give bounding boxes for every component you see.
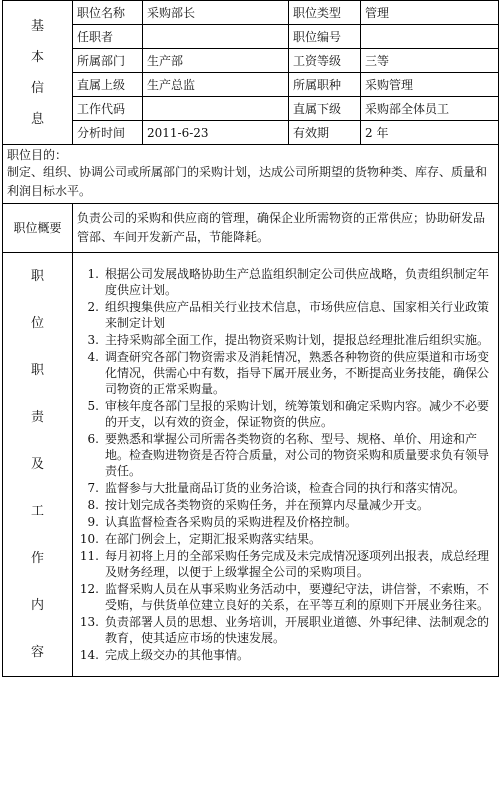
duty-text: 认真监督检查各采购员的采购进程及价格控制。 bbox=[105, 515, 358, 529]
side-char: 信 bbox=[30, 80, 44, 96]
field-label: 职位类型 bbox=[289, 1, 361, 25]
duties-side-label bbox=[3, 253, 73, 677]
field-label: 有效期 bbox=[289, 121, 361, 145]
side-char: 息 bbox=[30, 111, 44, 127]
duty-number: 6. bbox=[87, 432, 99, 446]
side-char: 工 bbox=[30, 504, 44, 519]
list-item bbox=[77, 548, 494, 580]
basic-info-side-label bbox=[3, 1, 73, 145]
duty-number: 11. bbox=[79, 549, 99, 563]
side-char: 职 bbox=[30, 269, 44, 284]
duty-text: 要熟悉和掌握公司所需各类物资的名称、型号、规格、单价、用途和产地。检查购进物资是否符合质量，对公司的物资采购和质量要求负有领导责任。 bbox=[105, 432, 490, 478]
duties-list bbox=[77, 266, 494, 663]
purpose-cell bbox=[3, 145, 499, 204]
duty-text: 根据公司发展战略协助生产总监组织制定公司供应战略，负责组织制定年度供应计划。 bbox=[105, 267, 490, 297]
field-label: 分析时间 bbox=[73, 121, 143, 145]
field-label: 所属职种 bbox=[289, 73, 361, 97]
field-value: 采购部全体员工 bbox=[361, 97, 499, 121]
side-char: 本 bbox=[30, 49, 44, 65]
job-description-table bbox=[2, 0, 499, 677]
field-value: 2 年 bbox=[361, 121, 499, 145]
list-item bbox=[77, 497, 494, 513]
summary-label: 职位概要 bbox=[3, 204, 73, 253]
list-item bbox=[77, 266, 494, 298]
side-char: 内 bbox=[30, 598, 44, 613]
duty-text: 监督采购人员在从事采购业务活动中，要遵纪守法，讲信誉，不索贿，不受贿，与供货单位建立良好的关系，在平等互利的原则下开展业务往来。 bbox=[105, 582, 490, 612]
purpose-label: 职位目的： bbox=[7, 148, 68, 162]
list-item bbox=[77, 480, 494, 496]
list-item bbox=[77, 299, 494, 331]
duty-number: 10. bbox=[79, 532, 99, 546]
duty-text: 在部门例会上，定期汇报采购落实结果。 bbox=[105, 532, 322, 546]
duty-text: 监督参与大批量商品订货的业务洽谈，检查合同的执行和落实情况。 bbox=[105, 481, 466, 495]
side-char: 容 bbox=[30, 645, 44, 660]
field-label: 工作代码 bbox=[73, 97, 143, 121]
duty-number: 8. bbox=[87, 498, 99, 512]
duty-number: 3. bbox=[87, 333, 99, 347]
duty-number: 12. bbox=[79, 582, 99, 596]
purpose-text: 制定、组织、协调公司或所属部门的采购计划，达成公司所期望的货物种类、库存、质量和利润目标水平。 bbox=[7, 165, 488, 198]
duty-text: 主持采购部全面工作，提出物资采购计划，提报总经理批准后组织实施。 bbox=[105, 333, 490, 347]
field-label: 工资等级 bbox=[289, 49, 361, 73]
field-label: 直属上级 bbox=[73, 73, 143, 97]
duty-number: 1. bbox=[87, 267, 99, 281]
list-item bbox=[77, 431, 494, 479]
field-label: 直属下级 bbox=[289, 97, 361, 121]
field-value: 2011-6-23 bbox=[143, 121, 289, 145]
duty-number: 7. bbox=[87, 481, 99, 495]
side-char: 作 bbox=[30, 551, 44, 566]
duty-number: 9. bbox=[87, 515, 99, 529]
duty-number: 5. bbox=[87, 399, 99, 413]
list-item bbox=[77, 332, 494, 348]
field-value: 三等 bbox=[361, 49, 499, 73]
field-value: 采购部长 bbox=[143, 1, 289, 25]
duty-number: 13. bbox=[79, 615, 99, 629]
list-item bbox=[77, 581, 494, 613]
duty-number: 14. bbox=[79, 648, 99, 662]
list-item bbox=[77, 398, 494, 430]
duty-number: 4. bbox=[87, 350, 99, 364]
duty-text: 按计划完成各类物资的采购任务，并在预算内尽量减少开支。 bbox=[105, 498, 430, 512]
list-item bbox=[77, 647, 494, 663]
duty-text: 调查研究各部门物资需求及消耗情况，熟悉各种物资的供应渠道和市场变化情况，供需心中有数，指导下属开展业务，不断提高业务技能，确保公司物资的正常采购量。 bbox=[105, 350, 490, 396]
field-value bbox=[143, 25, 289, 49]
duty-number: 2. bbox=[87, 300, 99, 314]
field-value: 管理 bbox=[361, 1, 499, 25]
field-value: 采购管理 bbox=[361, 73, 499, 97]
duty-text: 每月初将上月的全部采购任务完成及未完成情况逐项列出报表，成总经理及财务经理，以便于上级掌握全公司的采购项目。 bbox=[105, 549, 490, 579]
duty-text: 审核年度各部门呈报的采购计划，统筹策划和确定采购内容。减少不必要的开支，以有效的资金，保证物资的供应。 bbox=[105, 399, 490, 429]
field-label: 所属部门 bbox=[73, 49, 143, 73]
duty-text: 完成上级交办的其他事情。 bbox=[105, 648, 250, 662]
duty-text: 组织搜集供应产品相关行业技术信息，市场供应信息、国家相关行业政策来制定计划 bbox=[105, 300, 490, 330]
list-item bbox=[77, 349, 494, 397]
duties-cell bbox=[73, 253, 499, 677]
duty-text: 负责部署人员的思想、业务培训，开展职业道德、外事纪律、法制观念的教育，使其适应市场的快速发展。 bbox=[105, 615, 490, 645]
field-value bbox=[361, 25, 499, 49]
list-item bbox=[77, 531, 494, 547]
side-char: 基 bbox=[30, 18, 44, 34]
side-char: 责 bbox=[30, 410, 44, 425]
side-char: 及 bbox=[30, 457, 44, 472]
field-value: 生产总监 bbox=[143, 73, 289, 97]
side-char: 职 bbox=[30, 363, 44, 378]
field-label: 职位名称 bbox=[73, 1, 143, 25]
side-char: 位 bbox=[30, 316, 44, 331]
field-value: 生产部 bbox=[143, 49, 289, 73]
field-label: 任职者 bbox=[73, 25, 143, 49]
list-item bbox=[77, 514, 494, 530]
summary-text: 负责公司的采购和供应商的管理，确保企业所需物资的正常供应；协助研发品管部、车间开发新产品，节能降耗。 bbox=[73, 204, 499, 253]
field-value bbox=[143, 97, 289, 121]
field-label: 职位编号 bbox=[289, 25, 361, 49]
list-item bbox=[77, 614, 494, 646]
